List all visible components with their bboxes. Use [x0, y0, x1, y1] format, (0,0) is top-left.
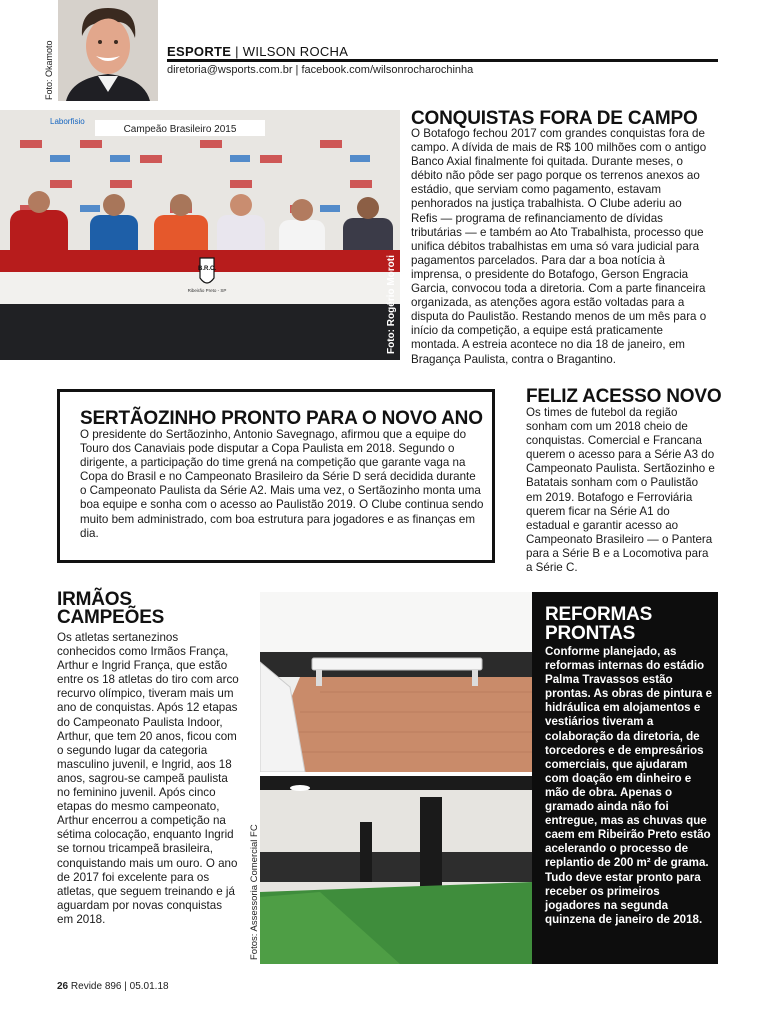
author-photo-credit: Foto: Okamoto [44, 40, 54, 100]
article5-title-line2: PRONTAS [545, 623, 636, 644]
article1-body: O Botafogo fechou 2017 com grandes conquistas fora de campo. A dívida de mais de R$ 100 milhões com o antigo Banco Axial finalmente foi quitada. Durante meses, o débito não pôde ser pago porque os terrenos anexos ao estádio, que serviam como pagamento, estavam penhorados na justiça trabalhista. O Clube aderiu ao Refis — programa de refinanciamento de dívidas tributárias — e também ao Ato Trabalhista, processo que unifica débitos trabalhistas em uma só vara judicial para pagamentos parcelados. Para dar a boa notícia à imprensa, o presidente do Botafogo, Gerson Engracia Garcia, convocou toda a diretoria. Com a parte financeira organizada, as atenções agora estão voltadas para a disputa do Paulistão. Restando menos de um mês para o início da competição, a equipe está praticamente montada. A estreia acontece no dia 18 de janeiro, em Bragança Paulista, contra o Bragantino. [411, 127, 707, 366]
stadium-rooms-photo [260, 592, 532, 964]
author-contacts [167, 64, 473, 76]
article5-title [545, 605, 652, 643]
author-email[interactable]: diretoria@wsports.com.br [167, 64, 293, 76]
author-name: WILSON ROCHA [242, 44, 349, 59]
contact-separator: | [295, 64, 299, 76]
author-photo [58, 0, 158, 101]
article4-title-line1: IRMÃOS [57, 589, 132, 610]
press-conference-photo [0, 110, 400, 360]
article2-title: SERTÃOZINHO PRONTO PARA O NOVO ANO [80, 408, 483, 429]
svg-text:Campeão Brasileiro 2015: Campeão Brasileiro 2015 [123, 124, 237, 135]
section-header [167, 44, 348, 59]
header-rule [167, 59, 718, 62]
article1-title: CONQUISTAS FORA DE CAMPO [411, 108, 698, 129]
article5-title-line1: REFORMAS [545, 604, 653, 625]
article3-title: FELIZ ACESSO NOVO [526, 386, 722, 407]
svg-text:Laborfisio: Laborfisio [50, 117, 85, 126]
article4-title [57, 591, 164, 627]
svg-text:Ribeirão Preto - SP: Ribeirão Preto - SP [187, 288, 227, 293]
press-photo-credit: Foto: Rogério Moroti [386, 255, 397, 354]
issue-info: Revide 896 | 05.01.18 [70, 981, 169, 992]
article2-body: O presidente do Sertãozinho, Antonio Savegnago, afirmou que a equipe do Touro dos Canaviais pode disputar a Copa Paulista em 2018. Segundo o dirigente, a participação do time grená na competição que garante vaga na Copa do Brasil e no Campeonato Brasileiro da Série D será decidida durante o Campeonato Paulista da Série A2. Mais uma vez, o Sertãozinho monta uma boa equipe e sonha com o acesso ao Paulistão 2019. O Clube continua sendo muito bem administrado, com boa estrutura para jogadores e as finanças em dia. [80, 428, 484, 540]
rooms-photo-credit: Fotos: Assessoria Comercial FC [249, 824, 260, 960]
header-separator: | [235, 44, 239, 59]
article3-body: Os times de futebol da região sonham com um 2018 cheio de conquistas. Comercial e Francana querem o acesso para a Série A3 do Campeonato Paulista. Sertãozinho e Batatais sonham com o Paulistão em 2019. Botafogo e Ferroviária querem ficar na Série A1 do estadual e garantir acesso ao Campeonato Brasileiro — o Pantera para a Série B e a Locomotiva para a Série C. [526, 406, 715, 575]
page-footer [57, 981, 169, 992]
svg-text:B.R.C.: B.R.C. [198, 266, 216, 272]
section-label: ESPORTE [167, 44, 232, 59]
article4-title-line2: CAMPEÕES [57, 607, 165, 628]
article4-body: Os atletas sertanezinos conhecidos como Irmãos França, Arthur e Ingrid França, que estão entre os 18 atletas do tiro com arco recurvo olímpico, tiveram mais um ano de conquistas. Após 12 etapas do Campeonato Paulista Indoor, Arthur, que tem 20 anos, ficou com o segundo lugar da categoria masculino juvenil, e Ingrid, aos 18 anos, sagrou-se campeã paulista no feminino juvenil. Após cinco etapas do mesmo campeonato, Arthur encerrou a competição na sétima colocação, enquanto Ingrid se tornou tricampeã brasileira, conquistando mais um ouro. O ano de 2017 foi excelente para os atletas, que seguem treinando e já aguardam por novas conquistas em 2018. [57, 631, 239, 926]
article5-body: Conforme planejado, as reformas internas do estádio Palma Travassos estão prontas. As obras de pintura e hidráulica em alojamentos e vestiários tiveram a colaboração da diretoria, de torcedores e de empresários comerciais, que ajudaram com doação em dinheiro e mão de obra. Apenas o gramado ainda não foi entregue, mas as chuvas que caem em Ribeirão Preto estão acelerando o processo de replantio de 200 m² de grama. Tudo deve estar pronto para receber os primeiros jogadores na segunda quinzena de janeiro de 2018. [545, 645, 713, 926]
author-facebook[interactable]: facebook.com/wilsonrocharochinha [301, 64, 474, 76]
page-number: 26 [57, 981, 69, 992]
